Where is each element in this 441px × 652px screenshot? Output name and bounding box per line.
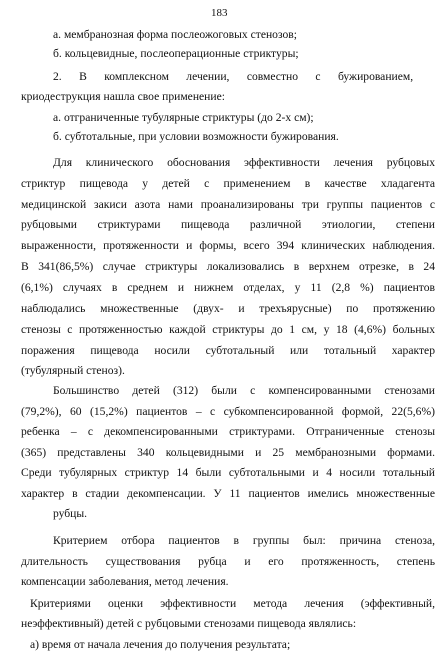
text-line: наблюдались множественные (двух- и трехъярусные) по протяжению <box>21 302 435 315</box>
text-line: (365) представлены 340 кольцевидными и 25 мембранозными формами. <box>21 446 435 459</box>
text-line: поражения пищевода носили субтотальный или тотальный характер <box>21 344 435 357</box>
text-line: неэффективный) детей с рубцовыми стенозами пищевода являлись: <box>21 617 357 630</box>
text-line: Критериями оценки эффективности метода лечения (эффективный, <box>30 597 435 610</box>
text-line: длительность существования рубца и его протяженность, степень <box>21 555 435 568</box>
text-line: рубцы. <box>53 507 88 520</box>
text-line: Большинство детей (312) были с компенсированными стенозами <box>53 384 435 397</box>
text-line: б. кольцевидные, послеоперационные стриктуры; <box>53 47 299 60</box>
text-line: компенсации заболевания, метод лечения. <box>21 575 229 588</box>
text-line: ребенка – с декомпенсированными стриктурами. Отграниченные стенозы <box>21 425 435 438</box>
text-line: стриктур пищевода у детей с применением в качестве хладагента <box>21 177 435 190</box>
text-line: рубцовыми стриктурами пищевода различной этиологии, степени <box>21 218 435 231</box>
text-line: медицинской закиси азота нами проанализированы три группы пациентов с <box>21 198 435 211</box>
text-line: Для клинического обоснования эффективности лечения рубцовых <box>53 156 435 169</box>
text-line: криодеструкция нашла свое применение: <box>21 90 225 103</box>
text-line: В 341(86,5%) случае стриктуры локализовались в верхнем отрезке, в 24 <box>21 260 435 273</box>
text-line: а. мембранозная форма послеожоговых стенозов; <box>53 28 297 41</box>
text-line: стенозы с протяженностью каждой стриктуры до 1 см, у 18 (4,6%) больных <box>21 323 435 336</box>
text-line: (6,1%) случаях в среднем и нижнем отделах, у 11 (2,8 %) пациентов <box>21 281 435 294</box>
text-line: а. отграниченные тубулярные стриктуры (до 2-х см); <box>53 111 314 124</box>
text-line: 2. В комплексном лечении, совместно с бужированием, <box>53 70 414 83</box>
text-line: (тубулярный стеноз). <box>21 364 125 377</box>
text-line: а) время от начала лечения до получения результата; <box>30 638 291 651</box>
text-line: (79,2%), 60 (15,2%) пациентов – с субкомпенсированной формой, 22(5,6%) <box>21 405 435 418</box>
text-line: выраженности, протяженности и формы, всего 394 клинических наблюдения. <box>21 239 435 252</box>
page-number: 183 <box>211 7 228 19</box>
text-line: характер в стадии декомпенсации. У 11 пациентов имелись множественные <box>21 487 435 500</box>
text-line: Среди тубулярных стриктур 14 были субтотальными и 4 носили тотальный <box>21 466 435 479</box>
text-line: б. субтотальные, при условии возможности бужирования. <box>53 130 339 143</box>
text-line: Критерием отбора пациентов в группы был: причина стеноза, <box>53 534 435 547</box>
